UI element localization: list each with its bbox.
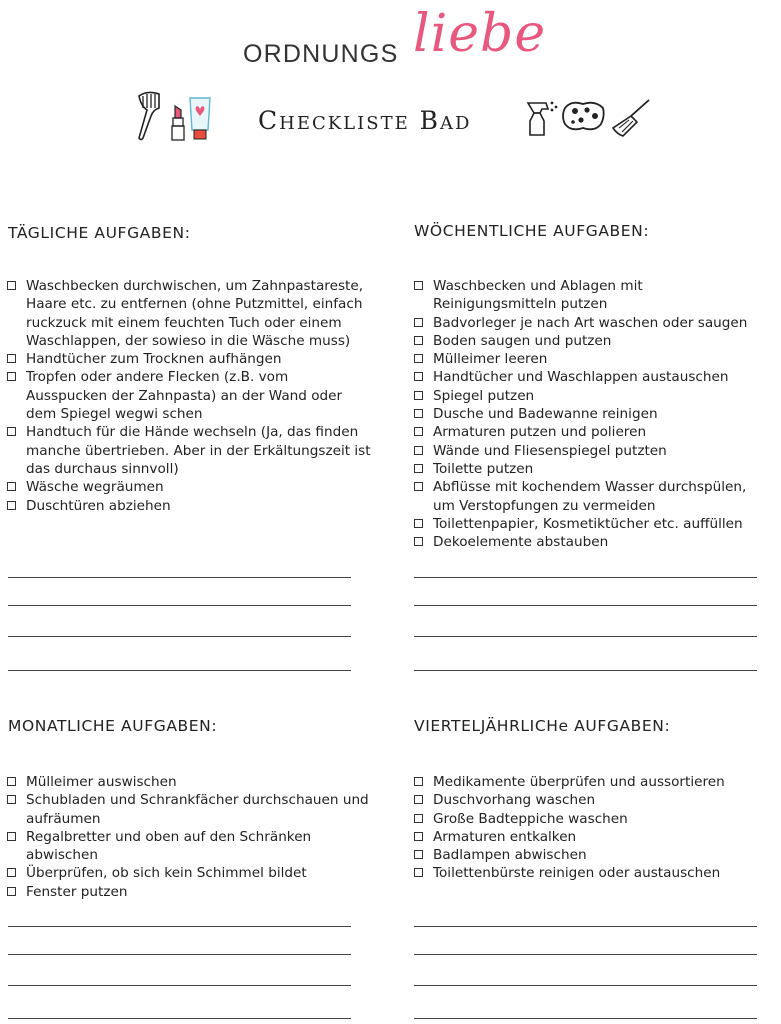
write-line[interactable] <box>414 577 757 578</box>
task-item[interactable] <box>414 810 774 828</box>
write-line[interactable] <box>8 985 351 986</box>
checkbox[interactable] <box>414 354 423 363</box>
task-item[interactable] <box>7 497 372 515</box>
task-item[interactable] <box>414 533 764 551</box>
task-label: Überprüfen, ob sich kein Schimmel bildet <box>26 865 307 882</box>
write-line[interactable] <box>414 605 757 606</box>
checkbox[interactable] <box>414 427 423 436</box>
checkbox[interactable] <box>7 354 16 363</box>
section-title-monthly: MONATLICHE AUFGABEN: <box>8 717 218 735</box>
checkbox[interactable] <box>414 777 423 786</box>
task-label: Waschbecken und Ablagen mit Reinigungsmitteln putzen <box>433 278 643 313</box>
task-label: Abflüsse mit kochendem Wasser durchspülen, um Verstopfungen zu vermeiden <box>433 479 747 514</box>
task-item[interactable] <box>414 864 774 882</box>
checkbox[interactable] <box>414 795 423 804</box>
task-item[interactable] <box>414 791 774 809</box>
write-line[interactable] <box>8 954 351 955</box>
write-line[interactable] <box>414 954 757 955</box>
write-line[interactable] <box>414 670 757 671</box>
task-item[interactable] <box>7 423 372 478</box>
write-line[interactable] <box>414 1018 757 1019</box>
write-line[interactable] <box>8 636 351 637</box>
checkbox[interactable] <box>414 391 423 400</box>
task-item[interactable] <box>7 277 372 350</box>
task-item[interactable] <box>414 368 764 386</box>
task-label: Mülleimer auswischen <box>26 774 177 790</box>
checkbox[interactable] <box>414 832 423 841</box>
task-item[interactable] <box>7 828 387 865</box>
task-item[interactable] <box>414 515 764 533</box>
brand-wordmark: ORDNUNGS <box>243 40 399 68</box>
task-label: Handtücher und Waschlappen austauschen <box>433 369 729 386</box>
sponge-icon <box>561 98 607 134</box>
task-item[interactable] <box>414 460 764 478</box>
checkbox[interactable] <box>7 372 16 381</box>
task-label: Dusche und Badewanne reinigen <box>433 406 658 423</box>
task-label: Mülleimer leeren <box>433 351 548 368</box>
write-line[interactable] <box>414 926 757 927</box>
task-label: Duschtüren abziehen <box>26 497 171 514</box>
task-label: Boden saugen und putzen <box>433 332 612 349</box>
checkbox[interactable] <box>414 281 423 290</box>
checkbox[interactable] <box>414 482 423 491</box>
checkbox[interactable] <box>7 887 16 896</box>
task-label: Große Badteppiche waschen <box>433 810 628 827</box>
task-item[interactable] <box>414 478 764 515</box>
checkbox[interactable] <box>414 336 423 345</box>
broom-icon <box>609 98 653 138</box>
brand-script-word: liebe <box>413 4 547 64</box>
checkbox[interactable] <box>414 850 423 859</box>
checkbox[interactable] <box>7 868 16 877</box>
write-line[interactable] <box>8 577 351 578</box>
task-label: Toilette putzen <box>433 460 534 477</box>
spray-bottle-icon <box>524 99 560 139</box>
write-line[interactable] <box>8 670 351 671</box>
toothpaste-icon <box>186 96 214 142</box>
section-title-quarterly: VIERTELJÄHRLICHe AUFGABEN: <box>414 717 671 735</box>
checkbox[interactable] <box>7 482 16 491</box>
task-item[interactable] <box>7 773 387 791</box>
task-label: Toilettenpapier, Kosmetiktücher etc. auffüllen <box>433 515 743 532</box>
task-label: Badlampen abwischen <box>433 847 587 864</box>
task-label: Schubladen und Schrankfächer durchschauen und aufräumen <box>26 792 369 827</box>
task-item[interactable] <box>7 478 372 496</box>
section-title-weekly: WÖCHENTLICHE AUFGABEN: <box>414 222 650 240</box>
page-title: Checkliste Bad <box>258 106 472 135</box>
checkbox[interactable] <box>414 464 423 473</box>
task-item[interactable] <box>7 368 372 423</box>
task-item[interactable] <box>414 332 764 350</box>
task-label: Tropfen oder andere Flecken (z.B. vom Ausspucken der Zahnpasta) an der Wand oder dem Spiegel wegwi schen <box>26 369 343 423</box>
lipstick-icon <box>170 104 186 142</box>
task-item[interactable] <box>7 883 387 901</box>
task-label: Fenster putzen <box>26 883 128 900</box>
checkbox[interactable] <box>414 446 423 455</box>
checkbox[interactable] <box>414 814 423 823</box>
task-label: Medikamente überprüfen und aussortieren <box>433 774 725 790</box>
write-line[interactable] <box>8 1018 351 1019</box>
checkbox[interactable] <box>414 372 423 381</box>
checkbox[interactable] <box>7 281 16 290</box>
checkbox[interactable] <box>414 868 423 877</box>
checkbox[interactable] <box>7 427 16 436</box>
task-label: Handtücher zum Trocknen aufhängen <box>26 351 282 368</box>
task-item[interactable] <box>7 350 372 368</box>
task-item[interactable] <box>414 350 764 368</box>
task-item[interactable] <box>414 828 774 846</box>
task-list-daily <box>7 277 372 515</box>
task-list-quarterly <box>414 773 774 883</box>
task-list-weekly <box>414 277 764 551</box>
task-item[interactable] <box>414 846 774 864</box>
task-item[interactable] <box>414 277 764 314</box>
write-line[interactable] <box>414 636 757 637</box>
task-item[interactable] <box>414 442 764 460</box>
checkbox[interactable] <box>7 795 16 804</box>
task-item[interactable] <box>414 423 764 441</box>
write-line[interactable] <box>8 926 351 927</box>
task-label: Badvorleger je nach Art waschen oder saugen <box>433 314 748 331</box>
task-item[interactable] <box>414 387 764 405</box>
comb-icon <box>133 88 167 142</box>
task-label: Armaturen entkalken <box>433 828 577 845</box>
task-label: Duschvorhang waschen <box>433 792 596 809</box>
write-line[interactable] <box>414 985 757 986</box>
task-list-monthly <box>7 773 387 901</box>
task-label: Regalbretter und oben auf den Schränken abwischen <box>26 828 312 864</box>
write-line[interactable] <box>8 605 351 606</box>
task-label: Waschbecken durchwischen, um Zahnpastareste, Haare etc. zu entfernen (ohne Putzmittel, einfach ruckzuck mit einem feuchten Tuch oder einem Waschlappen, der sowieso in die Wäsche muss) <box>26 278 364 349</box>
task-label: Dekoelemente abstauben <box>433 534 609 551</box>
task-label: Armaturen putzen und polieren <box>433 424 647 441</box>
task-label: Wäsche wegräumen <box>26 479 164 496</box>
section-title-daily: TÄGLICHE AUFGABEN: <box>8 224 191 242</box>
task-item[interactable] <box>414 405 764 423</box>
task-item[interactable] <box>414 314 764 332</box>
task-label: Wände und Fliesenspiegel putzten <box>433 442 667 459</box>
checkbox[interactable] <box>7 501 16 510</box>
checkbox[interactable] <box>414 318 423 327</box>
checkbox[interactable] <box>414 409 423 418</box>
task-label: Spiegel putzen <box>433 387 535 404</box>
checkbox[interactable] <box>414 519 423 528</box>
task-label: Handtuch für die Hände wechseln (Ja, das finden manche übertrieben. Aber in der Erkältungszeit ist das durchaus sinnvoll) <box>26 424 371 477</box>
task-item[interactable] <box>7 791 387 828</box>
task-item[interactable] <box>414 773 774 791</box>
task-label: Toilettenbürste reinigen oder austauschen <box>433 865 721 882</box>
task-item[interactable] <box>7 864 387 882</box>
checkbox[interactable] <box>7 832 16 841</box>
checkbox[interactable] <box>414 537 423 546</box>
checkbox[interactable] <box>7 777 16 786</box>
